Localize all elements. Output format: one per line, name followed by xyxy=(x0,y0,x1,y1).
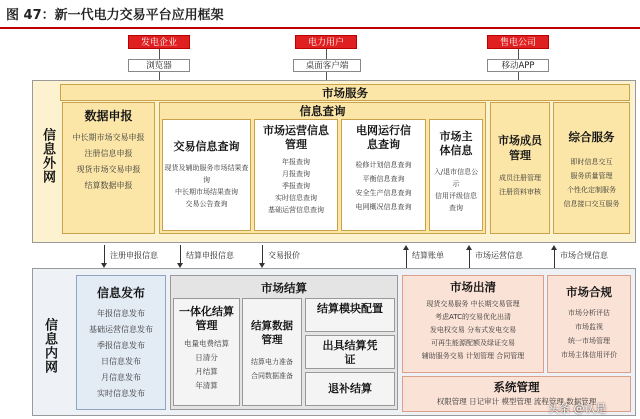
trade-info-item: 中长期市场结果查询 xyxy=(175,188,238,196)
compliance-item: 市场主体信用评价 xyxy=(561,351,617,359)
connector xyxy=(518,72,519,80)
arrow-line xyxy=(406,249,407,268)
arrow-line xyxy=(554,249,555,268)
grid-ops-item: 安全生产信息查询 xyxy=(355,189,412,197)
compliance-item: 市场监视 xyxy=(575,323,603,331)
arrow-line xyxy=(180,245,181,264)
connector xyxy=(326,72,327,80)
grid-ops-item: 平衡信息查询 xyxy=(362,175,405,183)
grid-ops-item: 检修计划信息查询 xyxy=(355,161,412,169)
entity-info-item: 信用评级信息查询 xyxy=(435,192,477,212)
integrated-services-title: 综合服务 xyxy=(568,130,615,144)
publish-item: 年报信息发布 xyxy=(97,309,145,318)
integrated-settle-box xyxy=(173,298,240,406)
system-mgmt-items: 权限管理 日记审计 模型管理 流程管理 数据管理 xyxy=(436,397,597,406)
integrated-settle-item: 年清算 xyxy=(195,381,218,390)
arrow-line xyxy=(104,245,105,264)
system-mgmt-title: 系统管理 xyxy=(493,380,540,394)
watermark: 头条 @认是 xyxy=(548,402,607,415)
integrated-settle-item: 电量电费结算 xyxy=(184,339,229,348)
user-power-generator: 发电企业 xyxy=(128,35,190,49)
info-query-title: 信息查询 xyxy=(299,104,346,118)
integrated-services-item: 服务质量管理 xyxy=(570,172,613,180)
market-ops-title: 市场运营信息管理 xyxy=(263,124,329,151)
market-ops-item: 基础运营信息查询 xyxy=(268,206,324,214)
client-browser: 浏览器 xyxy=(128,59,190,72)
settle-data-title: 结算数据管理 xyxy=(251,320,293,346)
market-ops-item: 年报查询 xyxy=(282,158,310,166)
integrated-settle-title: 一体化结算管理 xyxy=(179,305,234,332)
publish-item: 基础运营信息发布 xyxy=(89,325,153,334)
publish-item: 季报信息发布 xyxy=(97,341,145,350)
market-ops-item: 季报查询 xyxy=(282,182,310,190)
client-mobile-app: 移动APP xyxy=(487,59,549,72)
clearing-box xyxy=(402,275,544,373)
entity-info-box xyxy=(429,119,483,231)
settlement-title: 市场结算 xyxy=(261,281,307,295)
settle-data-item: 结算电力准备 xyxy=(251,358,293,366)
refund-settlement: 退补结算 xyxy=(305,372,395,406)
title-rule xyxy=(0,27,640,29)
settle-data-item: 合同数据准备 xyxy=(251,372,293,380)
member-mgmt-box xyxy=(490,102,550,234)
publish-item: 实时信息发布 xyxy=(97,389,145,398)
clearing-item: 分布式发电交易 xyxy=(467,326,517,334)
internal-network-label: 信息内网 xyxy=(42,318,57,374)
grid-ops-item: 电网概况信息查询 xyxy=(355,203,412,211)
integrated-services-item: 个性化定制服务 xyxy=(567,186,616,194)
arrow-line xyxy=(262,245,263,264)
publish-box xyxy=(76,275,166,410)
member-mgmt-title: 市场成员管理 xyxy=(498,134,542,162)
trade-info-title: 交易信息查询 xyxy=(173,140,240,153)
settle-certificate: 出具结算凭证 xyxy=(305,335,395,369)
connector xyxy=(159,49,160,59)
trade-info-box xyxy=(162,119,251,231)
arrow-label-register: 注册申报信息 xyxy=(110,251,158,260)
connector xyxy=(518,49,519,59)
arrow-line xyxy=(469,249,470,268)
integrated-settle-item: 日清分 xyxy=(195,353,218,362)
data-declare-item: 注册信息申报 xyxy=(84,149,133,158)
integrated-settle-item: 月结算 xyxy=(195,367,218,376)
market-ops-box xyxy=(254,119,338,231)
clearing-item: 中长期交易管理 xyxy=(470,300,520,308)
market-ops-item: 实时信息查询 xyxy=(275,194,317,202)
publish-title: 信息发布 xyxy=(96,286,145,300)
arrow-label-quote: 交易报价 xyxy=(268,251,300,260)
data-declare-item: 结算数据申报 xyxy=(84,181,133,190)
clearing-title: 市场出清 xyxy=(450,280,496,294)
data-declare-box xyxy=(62,102,155,234)
figure-title: 图 47：新一代电力交易平台应用框架 xyxy=(6,8,224,23)
grid-ops-title: 电网运行信息查询 xyxy=(356,124,411,151)
compliance-title: 市场合规 xyxy=(566,285,612,299)
user-retailer: 售电公司 xyxy=(487,35,549,49)
data-declare-item: 中长期市场交易申报 xyxy=(72,133,145,142)
clearing-item: 发电权交易 xyxy=(429,326,465,334)
entity-info-title: 市场主体信息 xyxy=(439,130,473,157)
connector xyxy=(159,72,160,80)
member-mgmt-item: 注册资料审核 xyxy=(499,188,541,196)
publish-item: 月信息发布 xyxy=(101,373,141,382)
connector xyxy=(326,49,327,59)
compliance-box xyxy=(547,275,631,373)
clearing-item: 计划管理 xyxy=(466,352,494,360)
clearing-item: 现货交易服务 xyxy=(426,300,469,308)
trade-info-item: 交易公告查询 xyxy=(185,200,228,208)
market-ops-item: 月报查询 xyxy=(282,170,310,178)
arrow-label-compliance: 市场合规信息 xyxy=(560,251,608,260)
settle-module-config: 结算模块配置 xyxy=(305,298,395,332)
integrated-services-item: 即时信息交互 xyxy=(570,158,613,166)
data-declare-title: 数据申报 xyxy=(84,109,133,123)
clearing-item: 辅助服务交易 xyxy=(421,352,464,360)
integrated-services-item: 信息接口交互服务 xyxy=(563,200,620,208)
user-power-consumer: 电力用户 xyxy=(295,35,357,49)
data-declare-item: 现货市场交易申报 xyxy=(76,165,141,174)
trade-info-item: 现货及辅助服务市场结果查询 xyxy=(164,164,249,184)
member-mgmt-item: 成员注册管理 xyxy=(499,174,541,182)
clearing-item: 可再生能源配额及绿证交易 xyxy=(431,339,515,347)
integrated-services-box xyxy=(553,102,630,234)
settle-data-box xyxy=(242,298,302,406)
external-network-label: 信息外网 xyxy=(40,128,55,184)
grid-ops-box xyxy=(341,119,426,231)
entity-info-item: 入/退市信息公示 xyxy=(433,168,479,188)
arrow-label-settlement-declare: 结算申报信息 xyxy=(186,251,234,260)
market-services-title: 市场服务 xyxy=(322,86,368,100)
publish-item: 日信息发布 xyxy=(101,357,141,366)
compliance-item: 统一市场管理 xyxy=(568,337,610,345)
clearing-item: 考虑ATC的交易优化出清 xyxy=(435,313,511,321)
client-desktop: 桌面客户端 xyxy=(293,59,361,72)
arrow-label-market-ops: 市场运营信息 xyxy=(475,251,523,260)
arrow-label-bill: 结算账单 xyxy=(412,251,444,260)
compliance-item: 市场分析评估 xyxy=(568,309,610,317)
clearing-item: 合同管理 xyxy=(496,352,525,360)
